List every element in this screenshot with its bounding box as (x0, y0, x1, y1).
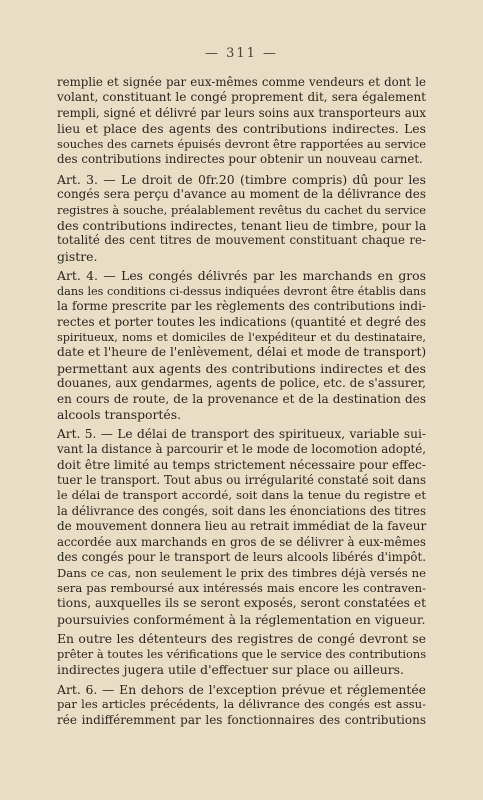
text-line: des contributions indirectes, tenant lieu de timbre, pour la (57, 217, 427, 233)
paragraph (57, 631, 426, 677)
text-line: rempli, signé et délivré par leurs soins aux transporteurs aux (57, 105, 426, 120)
text-line: vant la distance à parcourir et le mode de locomotion adopté, (57, 442, 426, 457)
text-line: poursuivies conformément à la réglementation en vigueur. (57, 611, 426, 627)
text-line: Art. 5. — Le délai de transport des spiritueux, variable sui- (57, 426, 426, 441)
text-line: prêter à toutes les vérifications que le service des contributions (57, 646, 427, 661)
text-line: totalité des cent titres de mouvement constituant chaque re- (57, 233, 426, 248)
text-line: rectes et porter toutes les indications (quantité et degré des (57, 314, 426, 329)
paragraph (57, 75, 426, 168)
text-line: Art. 4. — Les congés délivrés par les marchands en gros (57, 268, 426, 284)
text-line: remplie et signée par eux-mêmes comme vendeurs et dont le (57, 75, 426, 89)
text-line: par les articles précédents, la délivrance des congés est assu- (57, 697, 426, 712)
text-line: En outre les détenteurs des registres de congé devront se (57, 631, 426, 647)
text-line: alcools transportés. (57, 407, 182, 423)
page-number: — 311 — (204, 46, 279, 61)
paragraph (57, 268, 426, 422)
text-line: congés sera perçu d'avance au moment de la délivrance des (57, 187, 426, 202)
text-line: lieu et place des agents des contributions indirectes. Les (57, 121, 426, 137)
text-line: date et l'heure de l'enlèvement, délai et mode de transport) (57, 345, 427, 360)
paragraph (57, 172, 426, 265)
text-line: accordée aux marchands en gros de se délivrer à eux-mêmes (57, 534, 426, 549)
text-line: spiritueux, noms et domiciles de l'expéditeur et du destinataire, (57, 331, 426, 344)
text-body (57, 75, 426, 728)
text-line: le délai de transport accordé, soit dans la tenue du registre et (57, 488, 426, 503)
text-line: des contributions indirectes pour obtenir un nouveau carnet. (57, 152, 423, 167)
text-line: dans les conditions ci-dessus indiquées devront être établis dans (57, 284, 426, 298)
text-line: registres à souche, préalablement revêtus du cachet du service (57, 202, 426, 217)
text-line: des congés pour le transport de leurs alcools libérés d'impôt. (57, 550, 426, 565)
text-line: douanes, aux gendarmes, agents de police, etc. de s'assurer, (57, 376, 426, 391)
text-line: en cours de route, de la provenance et de la destination des (57, 391, 426, 406)
text-line: la délivrance des congés, soit dans les énonciations des titres (57, 503, 426, 518)
text-line: indirectes jugera utile d'effectuer sur place ou ailleurs. (57, 662, 404, 678)
text-line: la forme prescrite par les règlements des contributions indi- (57, 299, 426, 314)
paragraph (57, 682, 426, 728)
text-line: tuer le transport. Tout abus ou irrégularité constaté soit dans (57, 472, 426, 487)
paragraph (57, 427, 426, 628)
text-line: souches des carnets épuisés devront être rapportées au service (57, 136, 426, 151)
text-line: Art. 3. — Le droit de 0fr.20 (timbre compris) dû pour les (57, 171, 426, 187)
text-line: Dans ce cas, non seulement le prix des timbres déjà versés ne (57, 565, 426, 580)
text-line: permettant aux agents des contributions indirectes et des (57, 360, 426, 376)
text-line: sera pas remboursé aux intéressés mais encore les contraven- (57, 581, 426, 595)
text-line: volant, constituant le congé proprement dit, sera également (57, 90, 426, 105)
text-line: tions, auxquelles ils se seront exposés, seront constatées et (57, 596, 426, 611)
text-line: Art. 6. — En dehors de l'exception prévue et réglementée (57, 681, 426, 697)
text-line: rée indifféremment par les fonctionnaires des contributions (57, 712, 426, 727)
text-line: doit être limité au temps strictement nécessaire pour effec- (57, 457, 426, 472)
text-line: gistre. (57, 248, 98, 264)
text-line: de mouvement donnera lieu au retrait immédiat de la faveur (57, 519, 427, 534)
